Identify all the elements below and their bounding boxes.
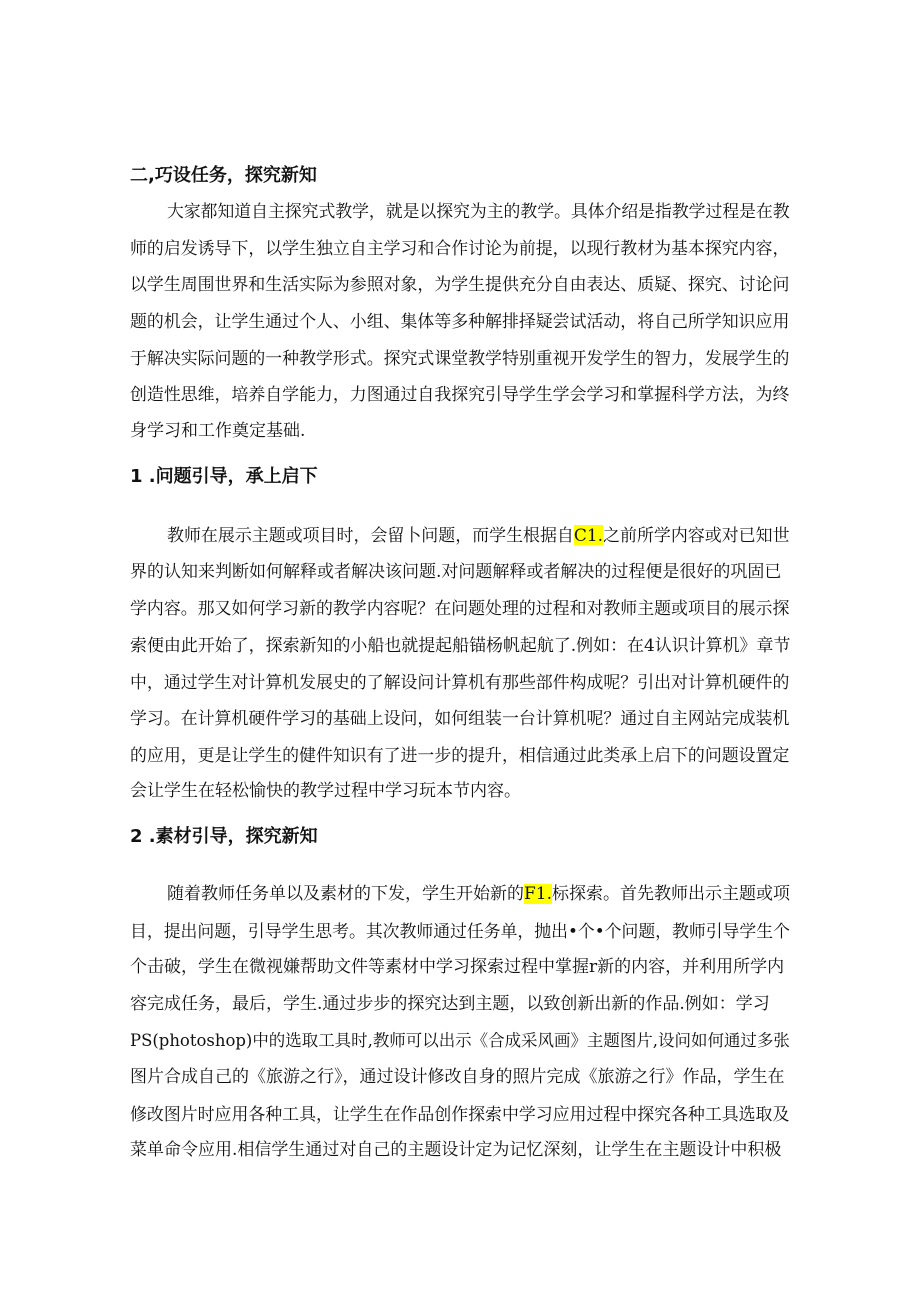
highlight-mark: C1. — [573, 525, 604, 545]
paragraph-line — [167, 882, 790, 906]
paragraph-line: 目，提出问题，引导学生思考。其次教师通过任务单，抛出•个•个问题，教师引导学生个 — [130, 921, 790, 941]
paragraph-line: 题的机会，让学生通过个人、小组、集体等多种解排择疑尝试活动，将自己所学知识应用 — [130, 311, 790, 331]
paragraph-line: 中，通过学生对计算机发展史的了解设问计算机有那些部件构成呢？引出对计算机硬件的 — [130, 672, 790, 692]
paragraph-line: 图片合成自己的《旅游之行》，通过设计修改自身的照片完成《旅游之行》作品，学生在 — [130, 1067, 785, 1087]
paragraph-line: 创造性思维，培养自学能力，力图通过自我探究引导学生学会学习和掌握科学方法，为终 — [130, 384, 790, 404]
paragraph-line: 于解决实际问题的一种教学形式。探究式课堂教学特别重视开发学生的智力，发展学生的 — [130, 348, 790, 368]
paragraph-line: 界的认知来判断如何解释或者解决该问题.对问题解释或者解决的过程便是很好的巩固已 — [130, 562, 782, 582]
paragraph-line: 索便由此开始了，探索新知的小船也就提起船锚杨帆起航了.例如：在4认识计算机》章节 — [130, 635, 791, 655]
highlight-mark: F1. — [524, 884, 553, 904]
paragraph-line: 菜单命令应用.相信学生通过对自己的主题设计定为记忆深刻，让学生在主题设计中积极 — [130, 1140, 782, 1160]
paragraph-line: 学内容。那又如何学习新的教学内容呢？在问题处理的过程和对教师主题或项目的展示探 — [130, 598, 790, 618]
paragraph-line — [167, 523, 790, 547]
paragraph-line: 以学生周围世界和生活实际为参照对象，为学生提供充分自由表达、质疑、探究、讨论问 — [130, 274, 790, 294]
section-heading: 2 .素材引导，探究新知 — [130, 826, 318, 847]
paragraph-line: 大家都知道自主探究式教学，就是以探究为主的教学。具体介绍是指教学过程是在教 — [167, 201, 790, 221]
section-heading: 1 .问题引导，承上启下 — [130, 466, 318, 487]
paragraph-line: 身学习和工作奠定基础. — [130, 421, 306, 441]
paragraph-line: 个击破，学生在微视嫌帮助文件等素材中学习探索过程中掌握r新的内容，并利用所学内 — [130, 957, 785, 977]
paragraph-line: 师的启发诱导下，以学生独立自主学习和合作讨论为前提，以现行教材为基本探究内容， — [130, 238, 790, 258]
paragraph-line: 容完成任务，最后，学生.通过步步的探究达到主题，以致创新出新的作品.例如：学习 — [130, 994, 770, 1014]
paragraph-line: 的应用，更是让学生的健件知识有了进一步的提升，相信通过此类承上启下的问题设置定 — [130, 745, 790, 765]
paragraph-text: 教师在展示主题或项目时，会留卜问题，而学生根据自 — [167, 525, 574, 545]
paragraph-line: 学习。在计算机硬件学习的基础上设问，如何组装一台计算机呢？通过自主网站完成装机 — [130, 708, 790, 728]
paragraph-text: 标探索。首先教师出示主题或项 — [552, 884, 791, 904]
paragraph-line: PS(photoshop)中的选取工具时,教师可以出示《合成采风画》主题图片,设问如何通过多张 — [130, 1031, 790, 1050]
paragraph-text: 随着教师任务单以及素材的下发，学生开始新的 — [167, 884, 524, 904]
paragraph-line: 会让学生在轻松愉快的教学过程中学习玩本节内容。 — [130, 781, 521, 801]
paragraph-text: 之前所学内容或对已知世 — [603, 525, 790, 545]
paragraph-line: 修改图片时应用各种工具，让学生在作品创作探索中学习应用过程中探究各种工具选取及 — [130, 1104, 790, 1124]
section-heading: 二,巧设任务，探究新知 — [130, 165, 317, 186]
